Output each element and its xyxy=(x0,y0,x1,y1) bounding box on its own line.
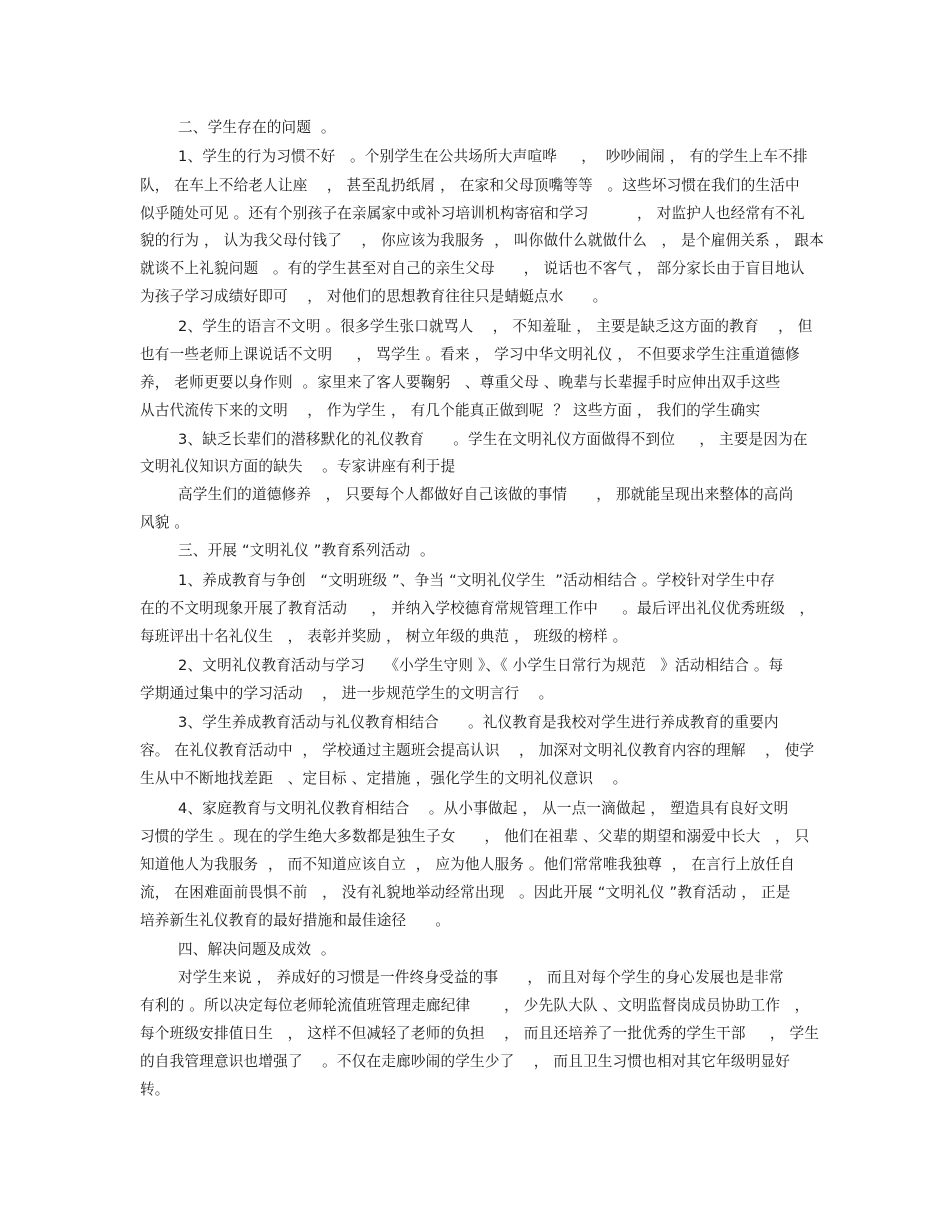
paragraph-line: 也有一些老师上课说话不文明 ， 骂学生 。看来 ， 学习中华文明礼仪 ， 不但要求学生注重道德修 xyxy=(140,346,800,363)
paragraph-line: 每个班级安排值日生 ， 这样不但减轻了老师的负担 ， 而且还培养了一批优秀的学生干部 ， 学生 xyxy=(140,1025,820,1042)
paragraph-first-line: 2、学生的语言不文明 。很多学生张口就骂人 ， 不知羞耻 ， 主要是缺乏这方面的教育 ， 但 xyxy=(178,318,813,335)
paragraph-first-line: 1、学生的行为习惯不好 。个别学生在公共场所大声喧哗 ， 吵吵闹闹 ， 有的学生上车不排 xyxy=(178,148,808,165)
paragraph-line: 文明礼仪知识方面的缺失 。专家讲座有利于提 xyxy=(140,458,456,475)
paragraph-line: 每班评出十名礼仪生 ， 表彰并奖励 ， 树立年级的典范 ， 班级的榜样 。 xyxy=(140,628,628,645)
paragraph-line: 学期通过集中的学习活动 ， 进一步规范学生的文明言行 。 xyxy=(140,685,554,702)
paragraph-line: 流， 在困难面前畏惧不前 ， 没有礼貌地举动经常出现 。因此开展 “文明礼仪 ”教育活动 ， 正是 xyxy=(140,884,791,901)
paragraph-line: 貌的行为 ， 认为我父母付钱了 ， 你应该为我服务 ， 叫你做什么就做什么 ， 是个雇佣关系 ， 跟本 xyxy=(140,232,824,249)
paragraph-line: 知道他人为我服务 ， 而不知道应该自立 ， 应为他人服务 。他们常常唯我独尊 ， 在言行上放任自 xyxy=(140,856,795,873)
paragraph-line: 培养新生礼仪教育的最好措施和最佳途径 。 xyxy=(140,912,451,929)
paragraph-first-line: 3、缺乏长辈们的潜移默化的礼仪教育 。学生在文明礼仪方面做得不到位 ， 主要是因为在 xyxy=(178,431,808,448)
paragraph-first-line: 1、养成教育与争创 “文明班级 ”、争当 “文明礼仪学生 ”活动相结合 。学校针对学生中存 xyxy=(178,572,776,589)
paragraph-line: 的自我管理意识也增强了 。不仅在走廊吵闹的学生少了 ， 而且卫生习惯也相对其它年级明显好 xyxy=(140,1053,791,1070)
paragraph-line: 养， 老师更要以身作则 。家里来了客人要鞠躬 、尊重父母 、晚辈与长辈握手时应伸出双手这些 xyxy=(140,374,781,391)
paragraph-line: 从古代流传下来的文明 ， 作为学生 ， 有几个能真正做到呢 ？ 这些方面 ， 我们的学生确实 xyxy=(140,402,761,419)
paragraph-first-line: 4、家庭教育与文明礼仪教育相结合 。从小事做起 ， 从一点一滴做起 ， 塑造具有良好文明 xyxy=(178,800,789,817)
paragraph-first-line: 四、解决问题及成效 。 xyxy=(178,941,336,958)
paragraph-first-line: 高学生们的道德修养 ， 只要每个人都做好自己该做的事情 ， 那就能呈现出来整体的高尚 xyxy=(178,486,794,503)
paragraph-line: 转。 xyxy=(140,1081,170,1098)
paragraph-line: 在的不文明现象开展了教育活动 ， 并纳入学校德育常规管理工作中 。最后评出礼仪优秀班级 ， xyxy=(140,600,815,617)
paragraph-line: 似乎随处可见 。还有个别孩子在亲属家中或补习培训机构寄宿和学习 ， 对监护人也经常有不礼 xyxy=(140,205,805,222)
paragraph-line: 有利的 。所以决定每位老师轮流值班管理走廊纪律 ， 少先队大队 、文明监督岗成员协助工作 ， xyxy=(140,997,810,1014)
paragraph-line: 习惯的学生 。现在的学生绝大多数都是独生子女 ， 他们在祖辈 、父辈的期望和溺爱中长大 ， 只 xyxy=(140,828,810,845)
paragraph-first-line: 二、学生存在的问题 。 xyxy=(178,119,336,136)
paragraph-line: 生从中不断地找差距 、定目标 、定措施 ，强化学生的文明礼仪意识 。 xyxy=(140,770,628,787)
paragraph-first-line: 3、学生养成教育活动与礼仪教育相结合 。礼仪教育是我校对学生进行养成教育的重要内 xyxy=(178,714,779,731)
paragraph-first-line: 三、开展 “文明礼仪 ”教育系列活动 。 xyxy=(178,542,435,559)
paragraph-line: 容。 在礼仪教育活动中 ， 学校通过主题班会提高认识 ， 加深对文明礼仪教育内容的理解 ， 使学 xyxy=(140,742,815,759)
paragraph-line: 风貌 。 xyxy=(140,514,190,531)
paragraph-first-line: 2、文明礼仪教育活动与学习 《小学生守则 》、《 小学生日常行为规范 》活动相结合 。每 xyxy=(178,657,784,674)
paragraph-first-line: 对学生来说 ， 养成好的习惯是一件终身受益的事 ， 而且对每个学生的身心发展也是非常 xyxy=(178,969,784,986)
paragraph-line: 为孩子学习成绩好即可 ， 对他们的思想教育往往只是蜻蜓点水 。 xyxy=(140,288,608,305)
paragraph-line: 队， 在车上不给老人让座 ， 甚至乱扔纸屑 ， 在家和父母顶嘴等等 。这些坏习惯在我们的生活中 xyxy=(140,177,800,194)
paragraph-line: 就谈不上礼貌问题 。有的学生甚至对自己的亲生父母 ， 说话也不客气 ， 部分家长由于盲目地认 xyxy=(140,260,805,277)
